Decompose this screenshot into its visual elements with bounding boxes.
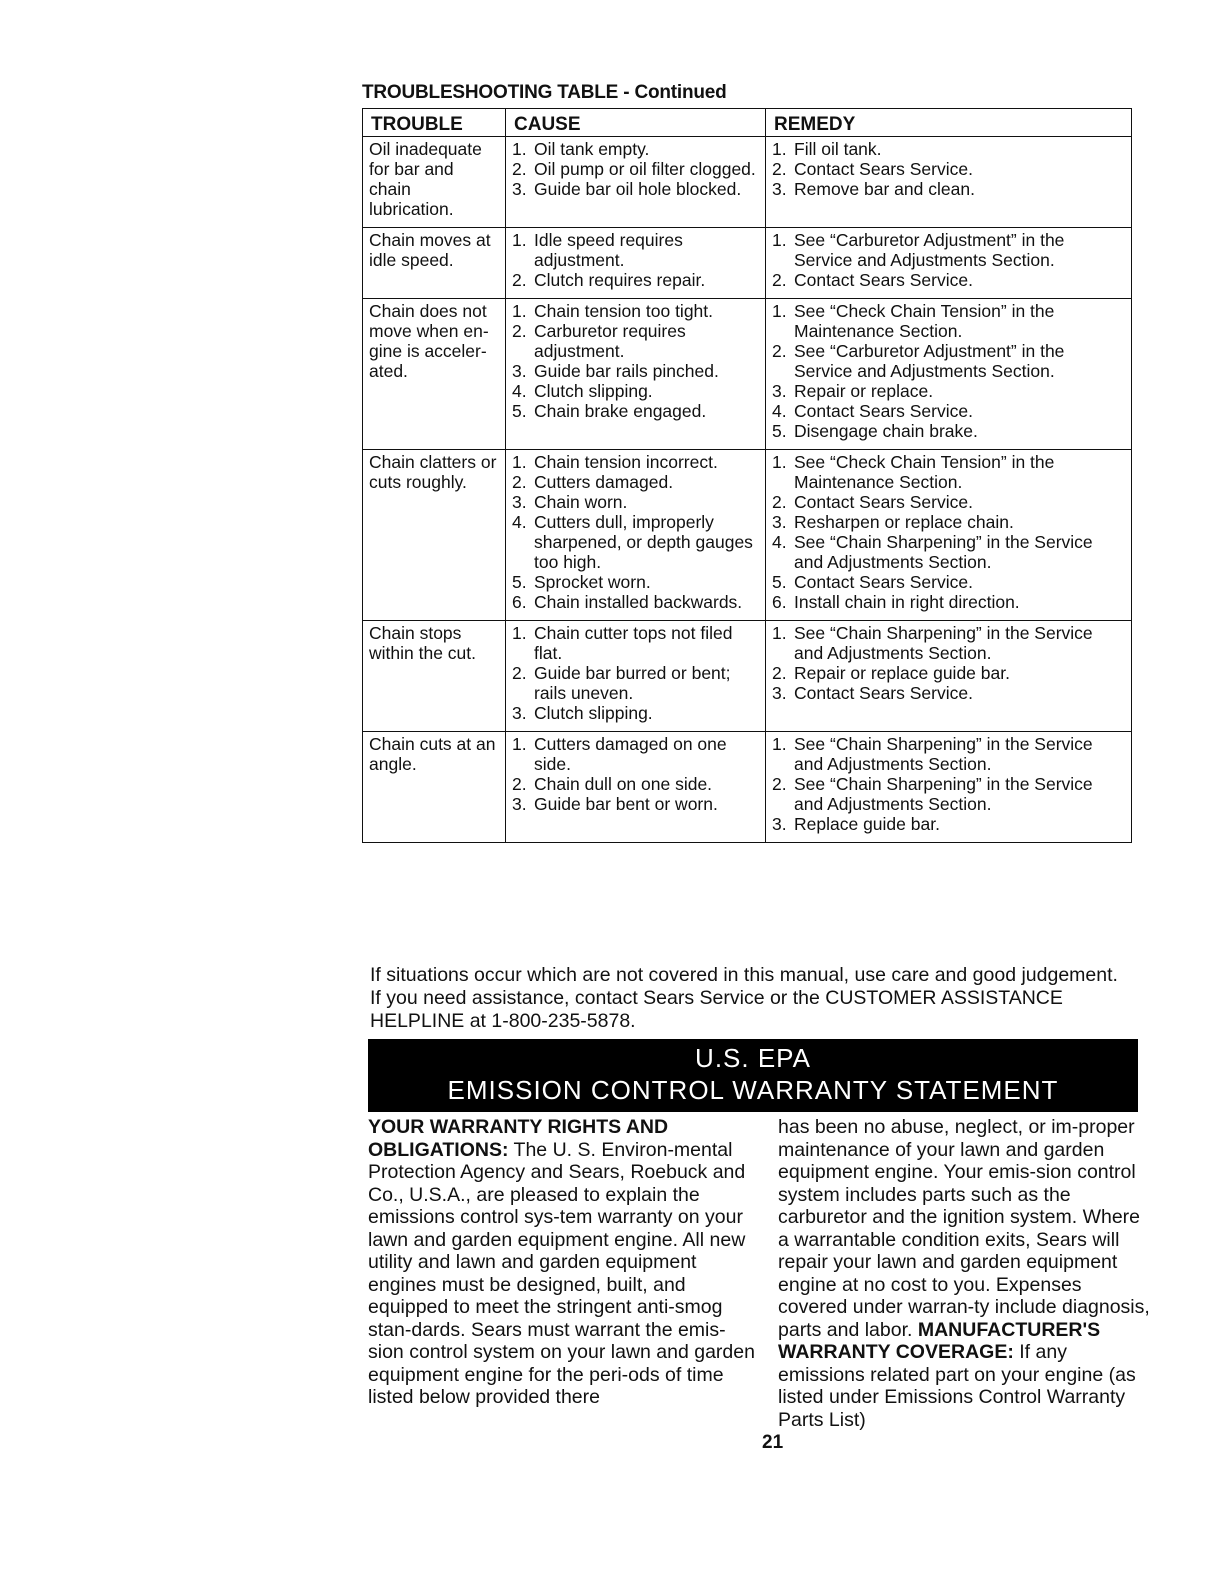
remedy-item	[772, 341, 1125, 381]
epa-banner-line1: U.S. EPA	[695, 1043, 811, 1073]
remedy-item-number: 1.	[772, 623, 787, 643]
cause-item-number: 3.	[512, 794, 527, 814]
coverage-heading: MANUFACTURER'S WARRANTY COVERAGE:	[778, 1318, 1101, 1363]
remedy-item	[772, 401, 1125, 421]
cause-item-text: Guide bar bent or worn.	[534, 794, 718, 814]
cause-item	[512, 361, 759, 381]
cause-cell	[506, 228, 766, 299]
remedy-item-number: 2.	[772, 774, 787, 794]
cause-item-text: Clutch requires repair.	[534, 270, 706, 290]
cause-item-text: Chain installed backwards.	[534, 592, 743, 612]
cause-item-number: 4.	[512, 381, 527, 401]
remedy-item-text: Contact Sears Service.	[794, 270, 973, 290]
remedy-item-number: 3.	[772, 814, 787, 834]
cause-list	[512, 452, 759, 612]
cause-cell	[506, 299, 766, 450]
cause-item-number: 4.	[512, 512, 527, 532]
remedy-item-text: Contact Sears Service.	[794, 401, 973, 421]
remedy-item-text: See “Chain Sharpening” in the Service and Adjustments Section.	[794, 623, 1093, 663]
cause-item-number: 5.	[512, 572, 527, 592]
cause-item	[512, 159, 759, 179]
cause-item-text: Guide bar rails pinched.	[534, 361, 719, 381]
cause-item-text: Chain cutter tops not filed flat.	[534, 623, 733, 663]
remedy-item-text: Replace guide bar.	[794, 814, 940, 834]
remedy-item-number: 1.	[772, 734, 787, 754]
cause-item-text: Clutch slipping.	[534, 703, 653, 723]
cause-list	[512, 623, 759, 723]
cause-item	[512, 301, 759, 321]
remedy-item-text: Repair or replace guide bar.	[794, 663, 1010, 683]
remedy-item-text: Contact Sears Service.	[794, 683, 973, 703]
warranty-rights-body-right: has been no abuse, neglect, or im-proper maintenance of your lawn and garden equipment engine. Your emis-sion control system includes parts such as the carburetor and the ignition system. Where a warrantable condition exits, Sears will repair your lawn and garden equipment engine at no cost to you. Expenses covered under warran-ty include diagnosis, parts and labor.	[778, 1116, 1150, 1341]
cause-item-number: 3.	[512, 492, 527, 512]
cause-list	[512, 139, 759, 199]
cause-item-text: Chain tension too tight.	[534, 301, 714, 321]
cause-item-number: 2.	[512, 270, 527, 290]
remedy-item-text: Contact Sears Service.	[794, 492, 973, 512]
cause-item-text: Idle speed requires adjustment.	[534, 230, 683, 270]
cause-cell	[506, 137, 766, 228]
remedy-item-number: 1.	[772, 301, 787, 321]
cause-list	[512, 734, 759, 814]
cause-item-text: Sprocket worn.	[534, 572, 651, 592]
cause-item	[512, 572, 759, 592]
remedy-item	[772, 270, 1125, 290]
remedy-item	[772, 734, 1125, 774]
remedy-item	[772, 452, 1125, 492]
cause-item	[512, 401, 759, 421]
cause-item-text: Chain worn.	[534, 492, 628, 512]
header-trouble: TROUBLE	[363, 109, 506, 137]
table-row	[363, 621, 1132, 732]
coverage-body: If any emissions related part on your engine (as listed under Emissions Control Warranty Parts List)	[778, 1341, 1136, 1431]
cause-item-text: Chain tension incorrect.	[534, 452, 718, 472]
assistance-note: If situations occur which are not covered in this manual, use care and good judgement. If you need assistance, contact Sears Service or the CUSTOMER ASSISTANCE HELPLINE at 1-800-235-5878.	[370, 964, 1118, 1032]
remedy-item	[772, 230, 1125, 270]
cause-item-text: Oil pump or oil filter clogged.	[534, 159, 756, 179]
epa-banner-line2: EMISSION CONTROL WARRANTY STATEMENT	[447, 1075, 1059, 1105]
cause-item-text: Guide bar burred or bent; rails uneven.	[534, 663, 731, 703]
remedy-cell	[766, 228, 1132, 299]
remedy-item	[772, 814, 1125, 834]
cause-cell	[506, 450, 766, 621]
remedy-item-text: Install chain in right direction.	[794, 592, 1020, 612]
remedy-item-text: Resharpen or replace chain.	[794, 512, 1014, 532]
remedy-item-number: 4.	[772, 401, 787, 421]
cause-item	[512, 179, 759, 199]
remedy-item-text: See “Check Chain Tension” in the Maintenance Section.	[794, 301, 1055, 341]
cause-item-number: 1.	[512, 139, 527, 159]
remedy-item-text: See “Chain Sharpening” in the Service and Adjustments Section.	[794, 774, 1093, 814]
cause-item	[512, 774, 759, 794]
cause-item-number: 6.	[512, 592, 527, 612]
cause-item	[512, 734, 759, 774]
remedy-item-text: See “Chain Sharpening” in the Service and Adjustments Section.	[794, 532, 1093, 572]
remedy-item-number: 2.	[772, 492, 787, 512]
remedy-item-number: 5.	[772, 572, 787, 592]
cause-item	[512, 623, 759, 663]
remedy-item	[772, 512, 1125, 532]
remedy-item-text: Remove bar and clean.	[794, 179, 975, 199]
remedy-list	[772, 623, 1125, 703]
remedy-item-number: 1.	[772, 139, 787, 159]
remedy-item-number: 2.	[772, 159, 787, 179]
cause-item	[512, 452, 759, 472]
cause-list	[512, 230, 759, 290]
remedy-item-number: 3.	[772, 512, 787, 532]
cause-item-number: 1.	[512, 734, 527, 754]
page-title: TROUBLESHOOTING TABLE - Continued	[362, 82, 727, 103]
remedy-item-text: See “Carburetor Adjustment” in the Service and Adjustments Section.	[794, 341, 1065, 381]
cause-item-text: Carburetor requires adjustment.	[534, 321, 686, 361]
remedy-item	[772, 572, 1125, 592]
remedy-item	[772, 623, 1125, 663]
epa-banner	[368, 1039, 1138, 1112]
remedy-item-number: 1.	[772, 452, 787, 472]
cause-item	[512, 703, 759, 723]
cause-list	[512, 301, 759, 421]
cause-item-text: Cutters damaged on one side.	[534, 734, 727, 774]
cause-cell	[506, 621, 766, 732]
remedy-item-number: 5.	[772, 421, 787, 441]
remedy-item-number: 4.	[772, 532, 787, 552]
remedy-item-number: 3.	[772, 381, 787, 401]
table-row	[363, 732, 1132, 843]
cause-item	[512, 794, 759, 814]
remedy-item-number: 2.	[772, 270, 787, 290]
trouble-cell: Chain does not move when en-gine is acceler-ated.	[363, 299, 506, 450]
remedy-item-number: 2.	[772, 341, 787, 361]
cause-item	[512, 381, 759, 401]
cause-item	[512, 270, 759, 290]
remedy-item	[772, 663, 1125, 683]
cause-item-text: Cutters dull, improperly sharpened, or depth gauges too high.	[534, 512, 753, 572]
cause-item-text: Oil tank empty.	[534, 139, 650, 159]
cause-item-number: 2.	[512, 159, 527, 179]
warranty-rights-heading: YOUR WARRANTY RIGHTS AND OBLIGATIONS:	[368, 1116, 669, 1161]
cause-item	[512, 321, 759, 361]
remedy-item-text: Contact Sears Service.	[794, 572, 973, 592]
cause-item-text: Cutters damaged.	[534, 472, 674, 492]
cause-item-number: 3.	[512, 179, 527, 199]
remedy-item	[772, 159, 1125, 179]
cause-cell	[506, 732, 766, 843]
table-row	[363, 228, 1132, 299]
remedy-item-text: Disengage chain brake.	[794, 421, 978, 441]
remedy-item-number: 2.	[772, 663, 787, 683]
warranty-column-left	[368, 1116, 758, 1409]
cause-item-text: Chain brake engaged.	[534, 401, 707, 421]
cause-item-number: 2.	[512, 663, 527, 683]
trouble-cell: Oil inadequate for bar and chain lubrication.	[363, 137, 506, 228]
cause-item	[512, 492, 759, 512]
cause-item-number: 1.	[512, 623, 527, 643]
cause-item-text: Clutch slipping.	[534, 381, 653, 401]
troubleshooting-table	[362, 108, 1132, 843]
cause-item	[512, 663, 759, 703]
remedy-item-number: 1.	[772, 230, 787, 250]
remedy-item-number: 6.	[772, 592, 787, 612]
cause-item-number: 1.	[512, 452, 527, 472]
remedy-item	[772, 492, 1125, 512]
remedy-list	[772, 139, 1125, 199]
trouble-cell: Chain moves at idle speed.	[363, 228, 506, 299]
remedy-item	[772, 532, 1125, 572]
table-body	[363, 137, 1132, 843]
table-row	[363, 299, 1132, 450]
cause-item-number: 5.	[512, 401, 527, 421]
page-number: 21	[762, 1432, 784, 1453]
trouble-cell: Chain stops within the cut.	[363, 621, 506, 732]
remedy-item	[772, 683, 1125, 703]
remedy-item	[772, 421, 1125, 441]
remedy-item-text: Contact Sears Service.	[794, 159, 973, 179]
remedy-list	[772, 452, 1125, 612]
remedy-cell	[766, 621, 1132, 732]
warranty-rights-body-left: The U. S. Environ-mental Protection Agency and Sears, Roebuck and Co., U.S.A., are pleased to explain the emissions control sys-tem warranty on your lawn and garden equipment engine. All new utility and lawn and garden equipment engines must be designed, built, and equipped to meet the stringent anti-smog stan-dards. Sears must warrant the emis-sion control system on your lawn and garden equipment engine for the peri-ods of time listed below provided there	[368, 1138, 755, 1408]
header-remedy: REMEDY	[766, 109, 1132, 137]
remedy-cell	[766, 450, 1132, 621]
cause-item	[512, 472, 759, 492]
remedy-item	[772, 179, 1125, 199]
remedy-item-text: Fill oil tank.	[794, 139, 882, 159]
cause-item-number: 2.	[512, 472, 527, 492]
remedy-item-text: Repair or replace.	[794, 381, 934, 401]
remedy-item	[772, 592, 1125, 612]
remedy-cell	[766, 732, 1132, 843]
remedy-item-number: 3.	[772, 179, 787, 199]
cause-item-number: 1.	[512, 230, 527, 250]
remedy-item-number: 3.	[772, 683, 787, 703]
table-row	[363, 137, 1132, 228]
remedy-list	[772, 230, 1125, 290]
table-row	[363, 450, 1132, 621]
cause-item	[512, 512, 759, 572]
remedy-cell	[766, 299, 1132, 450]
cause-item	[512, 230, 759, 270]
cause-item-text: Guide bar oil hole blocked.	[534, 179, 742, 199]
remedy-item	[772, 381, 1125, 401]
cause-item	[512, 592, 759, 612]
remedy-list	[772, 734, 1125, 834]
remedy-item-text: See “Chain Sharpening” in the Service and Adjustments Section.	[794, 734, 1093, 774]
warranty-column-right	[778, 1116, 1153, 1431]
cause-item-number: 3.	[512, 361, 527, 381]
trouble-cell: Chain clatters or cuts roughly.	[363, 450, 506, 621]
remedy-list	[772, 301, 1125, 441]
header-cause: CAUSE	[506, 109, 766, 137]
remedy-item-text: See “Carburetor Adjustment” in the Service and Adjustments Section.	[794, 230, 1065, 270]
cause-item-number: 2.	[512, 321, 527, 341]
remedy-cell	[766, 137, 1132, 228]
trouble-cell: Chain cuts at an angle.	[363, 732, 506, 843]
cause-item-number: 1.	[512, 301, 527, 321]
remedy-item	[772, 301, 1125, 341]
cause-item-number: 2.	[512, 774, 527, 794]
remedy-item	[772, 139, 1125, 159]
table-header-row	[363, 109, 1132, 137]
cause-item-number: 3.	[512, 703, 527, 723]
cause-item	[512, 139, 759, 159]
remedy-item-text: See “Check Chain Tension” in the Maintenance Section.	[794, 452, 1055, 492]
cause-item-text: Chain dull on one side.	[534, 774, 713, 794]
remedy-item	[772, 774, 1125, 814]
